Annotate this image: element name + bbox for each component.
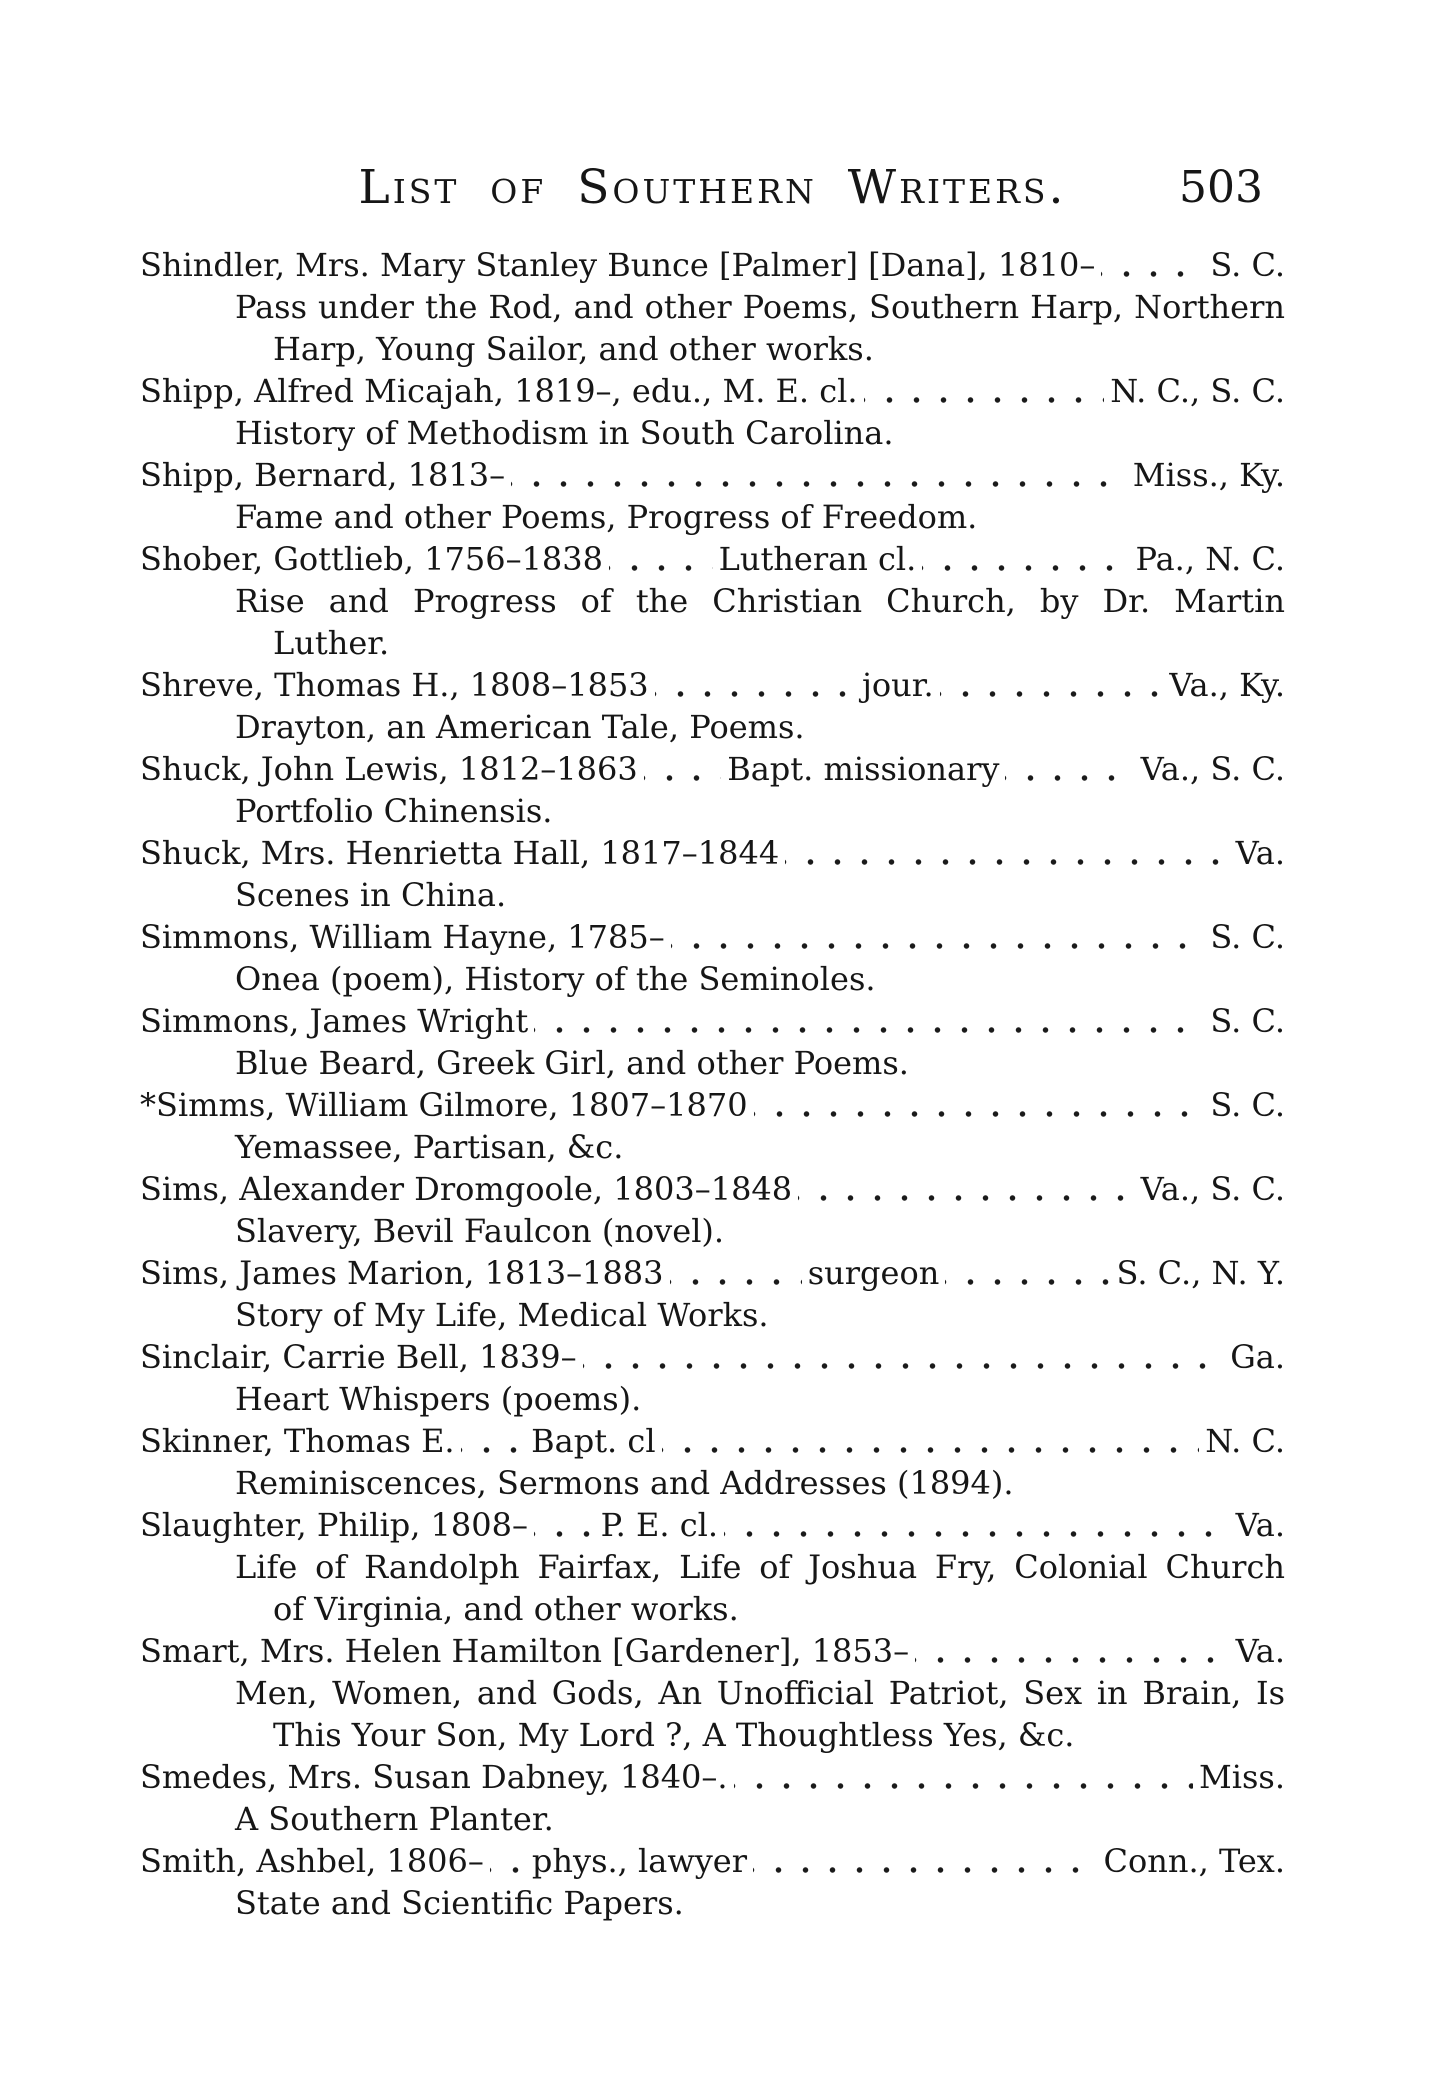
dot-leader — [734, 1756, 1193, 1798]
entry-main-line — [140, 832, 1285, 874]
work-title-line: Life of Randolph Fairfax, Life of Joshua Fry, Colonial Church — [235, 1548, 1285, 1586]
writer-entry — [140, 1252, 1285, 1336]
writer-states: Miss., Ky. — [1132, 456, 1285, 494]
writer-entry — [140, 454, 1285, 538]
writer-name: Skinner, Thomas E. — [140, 1422, 455, 1460]
writer-states: S. C. — [1210, 1002, 1285, 1040]
writer-entry — [140, 664, 1285, 748]
writer-entry — [140, 748, 1285, 832]
writer-occupation: surgeon — [807, 1254, 940, 1292]
writer-states: Va. — [1235, 1506, 1285, 1544]
work-title-line: Slavery, Bevil Faulcon (novel). — [235, 1212, 725, 1250]
dot-leader — [662, 1420, 1200, 1462]
writer-name: Shipp, Alfred Micajah, 1819–, edu., M. E. cl. — [140, 372, 858, 410]
entry-main-line — [140, 1420, 1285, 1462]
dot-leader — [1005, 748, 1134, 790]
dot-leader — [753, 1840, 1097, 1882]
writer-name: Sims, Alexander Dromgoole, 1803–1848 — [140, 1170, 793, 1208]
work-title-line: State and Scientific Papers. — [235, 1884, 684, 1922]
dot-leader — [864, 370, 1105, 412]
writer-name: Smith, Ashbel, 1806– — [140, 1842, 484, 1880]
writer-states: Miss. — [1198, 1758, 1285, 1796]
writer-occupation: P. E. cl. — [600, 1506, 719, 1544]
writer-name: Shipp, Bernard, 1813– — [140, 456, 506, 494]
entry-main-line — [140, 1084, 1285, 1126]
dot-leader — [655, 664, 856, 706]
entry-main-line — [140, 1168, 1285, 1210]
writer-entry — [140, 832, 1285, 916]
dot-leader — [785, 832, 1229, 874]
writer-entry — [140, 1336, 1285, 1420]
dot-leader — [583, 1336, 1225, 1378]
dot-leader — [1101, 244, 1204, 286]
work-title-line: Scenes in China. — [235, 876, 507, 914]
writer-entry — [140, 1840, 1285, 1924]
writer-states: S. C. — [1210, 918, 1285, 956]
entry-main-line — [140, 1504, 1285, 1546]
dot-leader — [644, 748, 721, 790]
entry-main-line — [140, 1000, 1285, 1042]
entry-main-line — [140, 1252, 1285, 1294]
writer-entry — [140, 538, 1285, 664]
dot-leader — [461, 1420, 526, 1462]
dot-leader — [534, 1504, 595, 1546]
dot-leader — [671, 916, 1205, 958]
dot-leader — [915, 1630, 1229, 1672]
writer-name: Simmons, William Hayne, 1785– — [140, 918, 665, 956]
writer-states: S. C., N. Y. — [1116, 1254, 1285, 1292]
work-title-line: A Southern Planter. — [235, 1800, 554, 1838]
running-title: List of Southern Writers. — [358, 160, 1067, 215]
writer-entry — [140, 1420, 1285, 1504]
writer-entry — [140, 1000, 1285, 1084]
writer-occupation: jour. — [861, 666, 934, 704]
page-header — [140, 158, 1285, 218]
entry-main-line — [140, 1336, 1285, 1378]
writer-states: Va., S. C. — [1140, 1170, 1285, 1208]
work-title-line: Pass under the Rod, and other Poems, Southern Harp, Northern — [235, 288, 1285, 326]
dot-leader — [490, 1840, 526, 1882]
writer-entry — [140, 916, 1285, 1000]
work-title-line: Story of My Life, Medical Works. — [235, 1296, 769, 1334]
dot-leader — [724, 1504, 1230, 1546]
writer-states: S. C. — [1210, 1086, 1285, 1124]
entry-main-line — [140, 538, 1285, 580]
writer-occupation: Bapt. cl — [531, 1422, 656, 1460]
writer-states: N. C. — [1205, 1422, 1285, 1460]
dot-leader — [754, 1084, 1205, 1126]
work-title-line: Heart Whispers (poems). — [235, 1380, 642, 1418]
writer-name: Shuck, John Lewis, 1812–1863 — [140, 750, 638, 788]
work-title-line: Men, Women, and Gods, An Unofficial Patriot, Sex in Brain, Is — [235, 1674, 1285, 1712]
dot-leader — [534, 1000, 1204, 1042]
writer-occupation: Bapt. missionary — [727, 750, 1000, 788]
writer-states: Va., S. C. — [1140, 750, 1285, 788]
work-title-line: of Virginia, and other works. — [273, 1590, 739, 1628]
work-title-line: Fame and other Poems, Progress of Freedom. — [235, 498, 978, 536]
writer-states: N. C., S. C. — [1110, 372, 1285, 410]
writer-entry — [140, 1504, 1285, 1630]
writer-name: Smedes, Mrs. Susan Dabney, 1840–. — [140, 1758, 728, 1796]
work-title-line: Luther. — [273, 624, 390, 662]
page-number: 503 — [1179, 162, 1263, 213]
work-title-line: This Your Son, My Lord ?, A Thoughtless Yes, &c. — [273, 1716, 1075, 1754]
dot-leader — [511, 454, 1127, 496]
work-title-line: Onea (poem), History of the Seminoles. — [235, 960, 876, 998]
writer-name: Shindler, Mrs. Mary Stanley Bunce [Palmer] [Dana], 1810– — [140, 246, 1096, 284]
entry-main-line — [140, 916, 1285, 958]
entry-main-line — [140, 454, 1285, 496]
writer-name: Smart, Mrs. Helen Hamilton [Gardener], 1853– — [140, 1632, 910, 1670]
work-title-line: Rise and Progress of the Christian Church, by Dr. Martin — [235, 582, 1285, 620]
entry-main-line — [140, 748, 1285, 790]
writer-entry — [140, 370, 1285, 454]
dot-leader — [945, 1252, 1110, 1294]
writer-states: Va. — [1235, 834, 1285, 872]
work-title-line: Reminiscences, Sermons and Addresses (1894). — [235, 1464, 1014, 1502]
writer-entry — [140, 1756, 1285, 1840]
writer-states: Pa., N. C. — [1135, 540, 1285, 578]
work-title-line: Harp, Young Sailor, and other works. — [273, 330, 874, 368]
writer-entry — [140, 244, 1285, 370]
work-title-line: Drayton, an American Tale, Poems. — [235, 708, 805, 746]
entry-main-line — [140, 370, 1285, 412]
entry-main-line — [140, 244, 1285, 286]
writer-name: Simmons, James Wright — [140, 1002, 529, 1040]
writer-states: Va., Ky. — [1169, 666, 1285, 704]
entry-main-line — [140, 1840, 1285, 1882]
entry-main-line — [140, 1756, 1285, 1798]
writer-states: Conn., Tex. — [1103, 1842, 1285, 1880]
writer-name: Shreve, Thomas H., 1808–1853 — [140, 666, 649, 704]
writer-list — [140, 244, 1285, 1924]
writer-name: Shuck, Mrs. Henrietta Hall, 1817–1844 — [140, 834, 780, 872]
dot-leader — [940, 664, 1164, 706]
dot-leader — [798, 1168, 1134, 1210]
writer-states: Va. — [1235, 1632, 1285, 1670]
work-title-line: History of Methodism in South Carolina. — [235, 414, 894, 452]
dot-leader — [922, 538, 1129, 580]
writer-occupation: Lutheran cl. — [718, 540, 917, 578]
entry-main-line — [140, 664, 1285, 706]
dot-leader — [609, 538, 713, 580]
work-title-line: Yemassee, Partisan, &c. — [235, 1128, 624, 1166]
entry-main-line — [140, 1630, 1285, 1672]
writer-name: Shober, Gottlieb, 1756–1838 — [140, 540, 603, 578]
work-title-line: Blue Beard, Greek Girl, and other Poems. — [235, 1044, 909, 1082]
writer-name: Sims, James Marion, 1813–1883 — [140, 1254, 664, 1292]
writer-states: S. C. — [1210, 246, 1285, 284]
writer-name: *Simms, William Gilmore, 1807–1870 — [140, 1086, 748, 1124]
writer-name: Slaughter, Philip, 1808– — [140, 1506, 528, 1544]
writer-occupation: phys., lawyer — [531, 1842, 748, 1880]
writer-entry — [140, 1630, 1285, 1756]
writer-entry — [140, 1084, 1285, 1168]
writer-states: Ga. — [1230, 1338, 1285, 1376]
writer-entry — [140, 1168, 1285, 1252]
writer-name: Sinclair, Carrie Bell, 1839– — [140, 1338, 577, 1376]
work-title-line: Portfolio Chinensis. — [235, 792, 553, 830]
dot-leader — [670, 1252, 802, 1294]
